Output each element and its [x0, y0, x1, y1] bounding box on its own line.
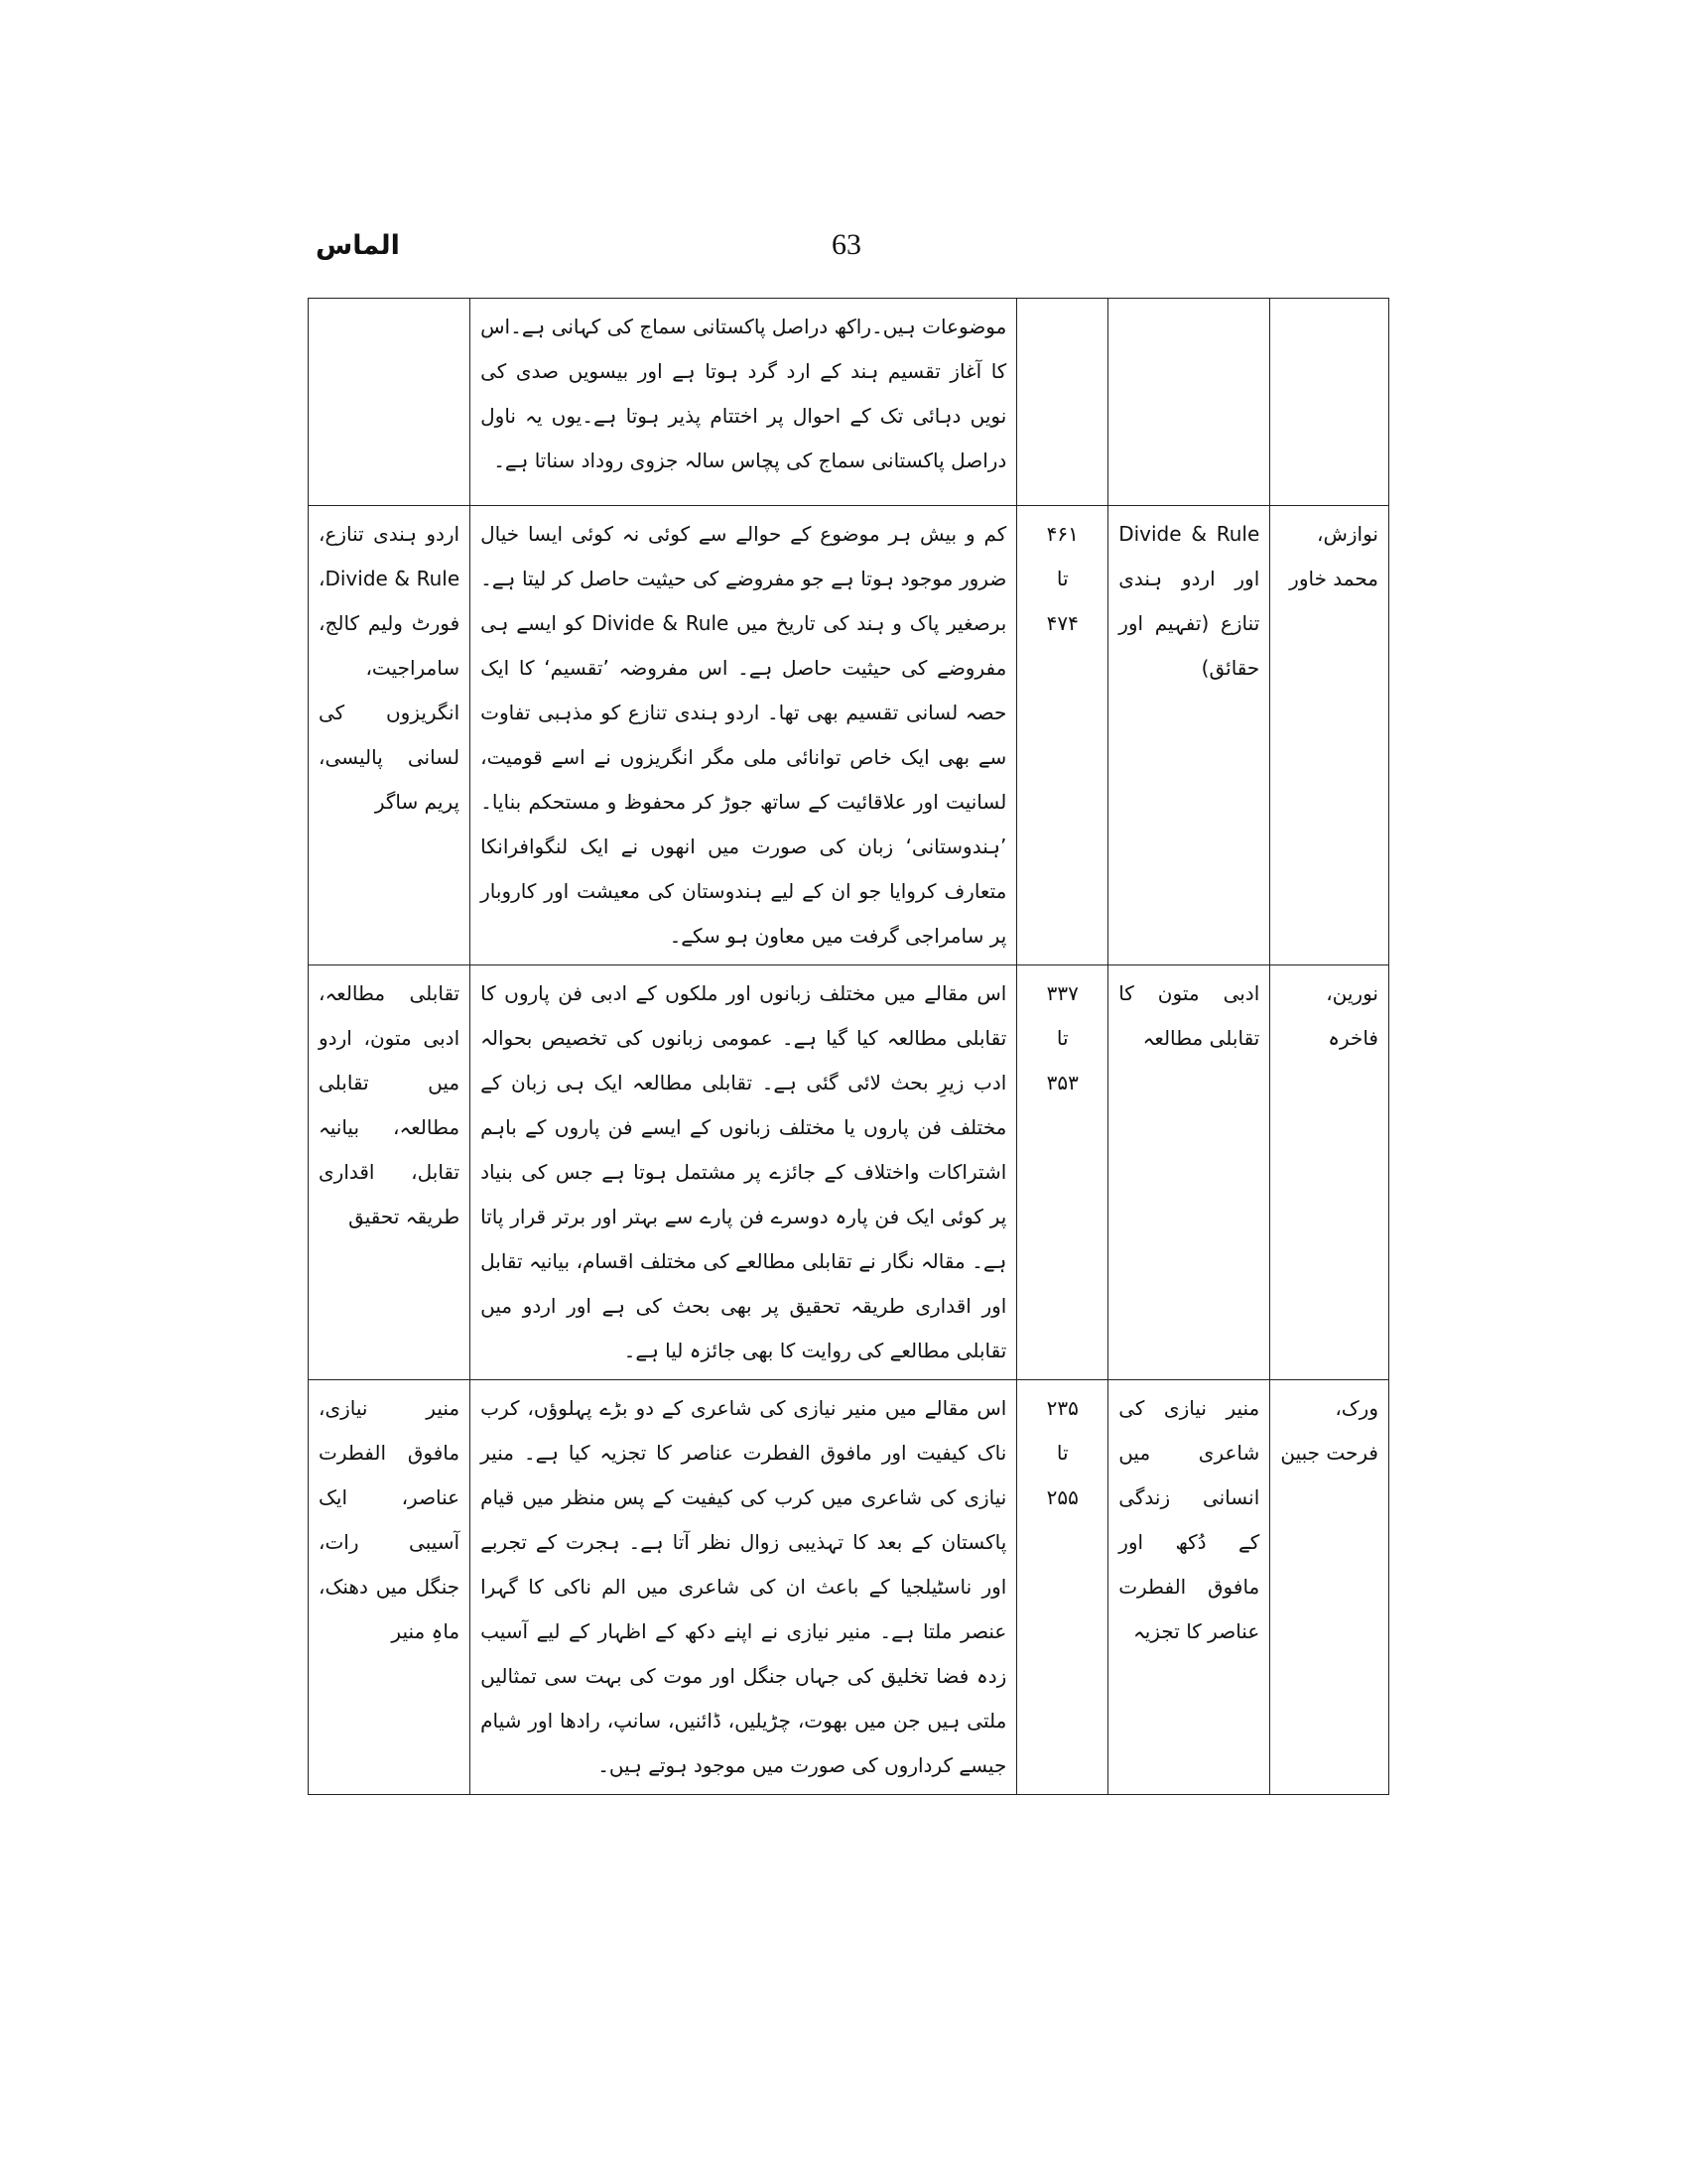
- author-cell: نورین، فاخرہ: [1270, 965, 1389, 1380]
- pages-to: ۲۵۵: [1046, 1485, 1079, 1509]
- table-row: [309, 1380, 1389, 1795]
- title-cell: [1108, 506, 1270, 965]
- author-cell: نوازش، محمد خاور: [1270, 506, 1389, 965]
- title-cell: [1108, 965, 1270, 1380]
- index-table: [308, 298, 1389, 1795]
- pages-from: ۴۶۱: [1046, 522, 1079, 546]
- keywords-cell: اردو ہندی تنازع، Divide & Rule، فورٹ ولیم کالج، سامراجیت، انگریزوں کی لسانی پالیسی، پریم ساگر: [309, 506, 470, 965]
- keywords-cell: منیر نیازی، مافوق الفطرت عناصر، ایک آسیبی رات، جنگل میں دھنک، ماہِ منیر: [309, 1380, 470, 1795]
- title-text: Divide & Rule اور اردو ہندی تنازع (تفہیم اور حقائق): [1118, 522, 1260, 680]
- pages-cell: [1017, 506, 1108, 965]
- title-text: منیر نیازی کی شاعری میں انسانی زندگی کے دُکھ اور مافوق الفطرت عناصر کا تجزیہ: [1118, 1396, 1260, 1643]
- pages-from: ۳۳۷: [1046, 981, 1079, 1005]
- abstract-cell: موضوعات ہیں۔راکھ دراصل پاکستانی سماج کی کہانی ہے۔اس کا آغاز تقسیم ہند کے ارد گرد ہوتا ہے اور بیسویں صدی کی نویں دہائی تک کے احوال پر اختتام پذیر ہوتا ہے۔یوں یہ ناول دراصل پاکستانی سماج کی پچاس سالہ جزوی روداد سناتا ہے۔: [470, 299, 1017, 506]
- table-row: [309, 299, 1389, 506]
- author-cell: ورک، فرحت جبین: [1270, 1380, 1389, 1795]
- page-number: 63: [832, 228, 861, 261]
- title-cell: [1108, 299, 1270, 506]
- pages-cell: [1017, 1380, 1108, 1795]
- pages-to: ۳۵۳: [1046, 1071, 1079, 1094]
- abstract-cell: اس مقالے میں منیر نیازی کی شاعری کے دو بڑے پہلوؤں، کرب ناک کیفیت اور مافوق الفطرت عناصر کا تجزیہ کیا ہے۔ منیر نیازی کی شاعری میں کرب کی کیفیت کے پس منظر میں قیام پاکستان کے بعد کا تہذیبی زوال نظر آتا ہے۔ ہجرت کے تجربے اور ناسٹیلجیا کے باعث ان کی شاعری میں الم ناکی کا گہرا عنصر ملتا ہے۔ منیر نیازی نے اپنے دکھ کے اظہار کے لیے آسیب زدہ فضا تخلیق کی جہاں جنگل اور موت کی بہت سی تمثالیں ملتی ہیں جن میں بھوت، چڑیلیں، ڈائنیں، سانپ، رادھا اور شیام جیسے کرداروں کی صورت میں موجود ہوتے ہیں۔: [470, 1380, 1017, 1795]
- title-text: ادبی متون کا تقابلی مطالعہ: [1118, 981, 1260, 1050]
- keywords-cell: تقابلی مطالعہ، ادبی متون، اردو میں تقابلی مطالعہ، بیانیہ تقابل، اقداری طریقہ تحقیق: [309, 965, 470, 1380]
- pages-cell: [1017, 965, 1108, 1380]
- table-row: [309, 965, 1389, 1380]
- pages-separator: تا: [1056, 1441, 1069, 1465]
- abstract-cell: کم و بیش ہر موضوع کے حوالے سے کوئی نہ کوئی ایسا خیال ضرور موجود ہوتا ہے جو مفروضے کی حیثیت حاصل کر لیتا ہے۔ برصغیر پاک و ہند کی تاریخ میں Divide & Rule کو ایسے ہی مفروضے کی حیثیت حاصل ہے۔ اس مفروضہ ’تقسیم‘ کا ایک حصہ لسانی تقسیم بھی تھا۔ اردو ہندی تنازع کو مذہبی تفاوت سے بھی ایک خاص توانائی ملی مگر انگریزوں نے اسے قومیت، لسانیت اور علاقائیت کے ساتھ جوڑ کر محفوظ و مستحکم بنایا۔ ’ہندوستانی‘ زبان کی صورت میں انھوں نے ایک لنگوافرانکا متعارف کروایا جو ان کے لیے ہندوستان کی معیشت اور کاروبار پر سامراجی گرفت میں معاون ہو سکے۔: [470, 506, 1017, 965]
- table-row: [309, 506, 1389, 965]
- pages-from: ۲۳۵: [1046, 1396, 1079, 1420]
- abstract-cell: اس مقالے میں مختلف زبانوں اور ملکوں کے ادبی فن پاروں کا تقابلی مطالعہ کیا گیا ہے۔ عمومی زبانوں کی تخصیص بحوالہ ادب زیرِ بحث لائی گئی ہے۔ تقابلی مطالعہ ایک ہی زبان کے مختلف فن پاروں یا مختلف زبانوں کے ایسے فن پاروں کے باہم اشتراکات واختلاف کے جائزے پر مشتمل ہوتا ہے جس کی بنیاد پر کوئی ایک فن پارہ دوسرے فن پارے سے بہتر اور برتر قرار پاتا ہے۔ مقالہ نگار نے تقابلی مطالعے کی مختلف اقسام، بیانیہ تقابل اور اقداری طریقہ تحقیق پر بھی بحث کی ہے اور اردو میں تقابلی مطالعے کی روایت کا بھی جائزہ لیا ہے۔: [470, 965, 1017, 1380]
- title-cell: [1108, 1380, 1270, 1795]
- pages-to: ۴۷۴: [1046, 611, 1079, 635]
- pages-cell: [1017, 299, 1108, 506]
- pages-separator: تا: [1056, 567, 1069, 590]
- author-cell: [1270, 299, 1389, 506]
- journal-name: الماس: [316, 230, 400, 261]
- pages-separator: تا: [1056, 1026, 1069, 1050]
- keywords-cell: [309, 299, 470, 506]
